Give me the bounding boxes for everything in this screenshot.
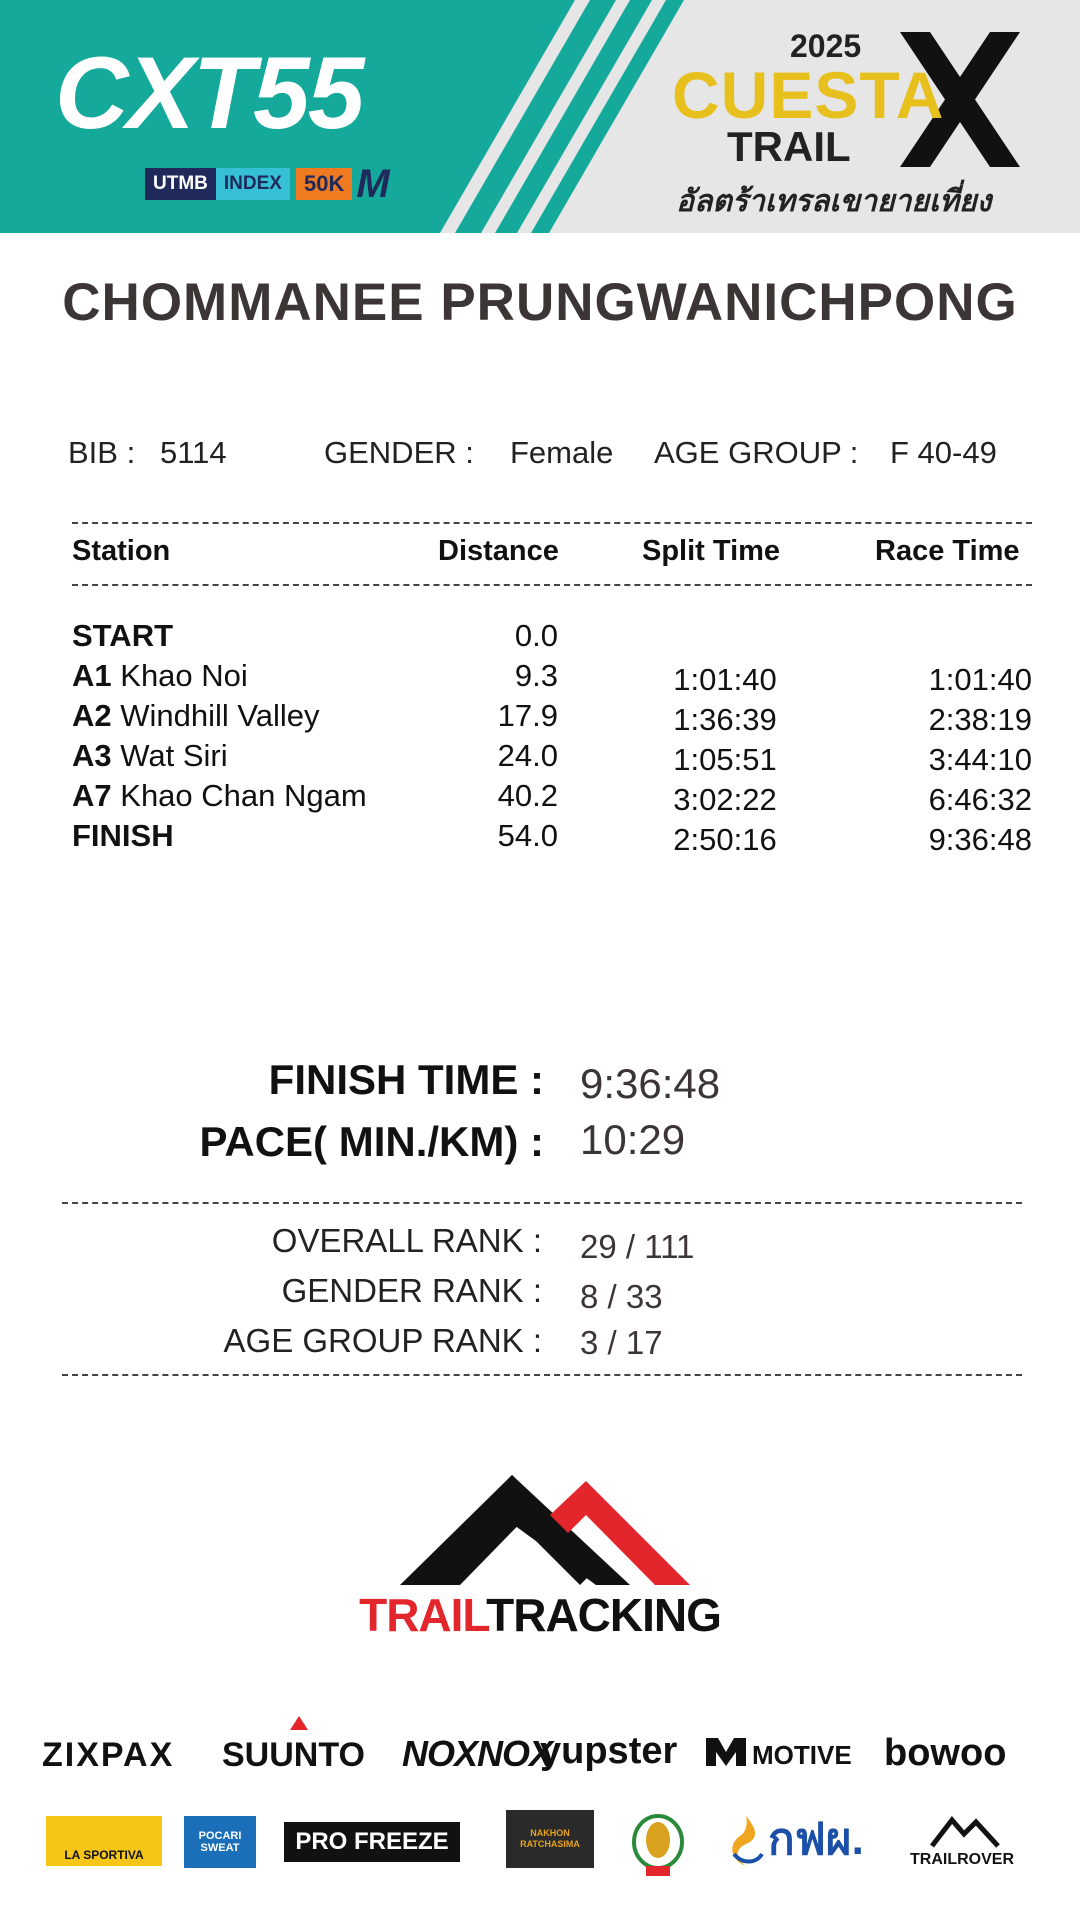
station-cell: A1 Khao Noi: [72, 658, 248, 693]
sponsor-la-sportiva: LA SPORTIVA: [46, 1816, 162, 1866]
sponsor-bowoo: bowoo: [884, 1732, 1007, 1774]
event-logo: CXT55: [55, 36, 363, 150]
header-station: Station: [72, 535, 171, 567]
race-time-cell: 1:01:40: [928, 662, 1032, 697]
pace-label: PACE( MIN./KM) :: [199, 1118, 544, 1165]
runner-name: CHOMMANEE PRUNGWANICHPONG: [62, 273, 1018, 332]
divider: [62, 1202, 1022, 1204]
table-row: [0, 778, 1080, 818]
sponsor-trailrover: TRAILROVER: [910, 1851, 1014, 1868]
header-distance: Distance: [438, 535, 559, 567]
race-time-cell: 9:36:48: [928, 822, 1032, 857]
sponsor-pocari-sweat: POCARI SWEAT: [184, 1816, 256, 1868]
finish-time-value: 9:36:48: [580, 1060, 721, 1107]
distance-cell: 40.2: [497, 778, 558, 813]
split-time-cell: 2:50:16: [673, 822, 777, 857]
brand-trail: TRAIL: [727, 123, 851, 170]
event-year: 2025: [790, 28, 862, 64]
gender-rank-value: 8 / 33: [580, 1278, 663, 1315]
header-race-time: Race Time: [875, 535, 1020, 567]
table-row: [0, 618, 1080, 658]
index-badge: INDEX: [216, 168, 290, 200]
sponsor-zixpax: ZIXPAX: [42, 1736, 175, 1774]
trailtracking-logo: TRAILTRACKING: [359, 1589, 721, 1641]
distance-cell: 54.0: [497, 818, 558, 853]
race-time-cell: 6:46:32: [928, 782, 1032, 817]
bib-label: BIB :: [68, 435, 136, 470]
split-time-cell: 1:01:40: [673, 662, 777, 697]
distance-cell: 24.0: [497, 738, 558, 773]
station-cell: A7 Khao Chan Ngam: [72, 778, 367, 813]
station-cell: START: [72, 618, 174, 653]
station-cell: A3 Wat Siri: [72, 738, 228, 773]
sponsor-nakhon-ratchasima: NAKHON RATCHASIMA: [506, 1810, 594, 1868]
header-split-time: Split Time: [642, 535, 781, 567]
egat-flame-icon: [726, 1814, 766, 1868]
gender-label: GENDER :: [324, 435, 474, 470]
m-badge: M: [356, 162, 390, 206]
sponsor-yupster: yupster: [540, 1730, 678, 1772]
province-seal-icon: [628, 1804, 688, 1878]
finish-time-label: FINISH TIME :: [268, 1056, 544, 1103]
divider: [62, 1374, 1022, 1376]
race-time-cell: 3:44:10: [928, 742, 1032, 777]
age-group-value: F 40-49: [890, 435, 997, 470]
sponsor-suunto: SUUNTO: [222, 1736, 365, 1774]
sponsor-pro-freeze: PRO FREEZE: [284, 1822, 460, 1862]
distance-cell: 9.3: [514, 658, 558, 693]
overall-rank-value: 29 / 111: [580, 1228, 695, 1265]
table-row: [0, 818, 1080, 858]
motive-logo-icon: [706, 1738, 746, 1766]
gender-rank-label: GENDER RANK :: [281, 1272, 542, 1309]
split-time-cell: 1:36:39: [673, 702, 777, 737]
distance-cell: 17.9: [497, 698, 558, 733]
overall-rank-label: OVERALL RANK :: [271, 1222, 542, 1259]
table-row: [0, 738, 1080, 778]
distance-badge: 50K: [296, 168, 352, 200]
utmb-badge: UTMB: [145, 168, 216, 200]
split-time-cell: 3:02:22: [673, 782, 777, 817]
divider: [72, 584, 1032, 586]
divider: [72, 522, 1032, 524]
sponsor-egat: กฟผ.: [768, 1815, 864, 1864]
sponsor-motive: MOTIVE: [752, 1740, 852, 1770]
brand-cuesta: CUESTA: [672, 58, 945, 132]
table-row: [0, 658, 1080, 698]
gender-value: Female: [510, 435, 614, 470]
age-group-label: AGE GROUP :: [654, 435, 859, 470]
utmb-index-badge: [145, 162, 390, 206]
split-time-cell: 1:05:51: [673, 742, 777, 777]
station-cell: A2 Windhill Valley: [72, 698, 320, 733]
suunto-triangle-icon: [290, 1716, 308, 1730]
distance-cell: 0.0: [514, 618, 558, 653]
sponsor-noxnox: NOXNOX: [402, 1733, 553, 1774]
table-row: [0, 698, 1080, 738]
bib-value: 5114: [160, 435, 227, 470]
station-cell: FINISH: [72, 818, 174, 853]
trailrover-mountain-icon: [930, 1814, 1000, 1848]
thai-tagline: อัลตร้าเทรลเขายายเที่ยง: [676, 185, 992, 218]
age-group-rank-label: AGE GROUP RANK :: [223, 1322, 542, 1359]
race-time-cell: 2:38:19: [928, 702, 1032, 737]
pace-value: 10:29: [580, 1116, 686, 1163]
age-group-rank-value: 3 / 17: [580, 1324, 663, 1361]
header-banner: [0, 0, 1080, 233]
